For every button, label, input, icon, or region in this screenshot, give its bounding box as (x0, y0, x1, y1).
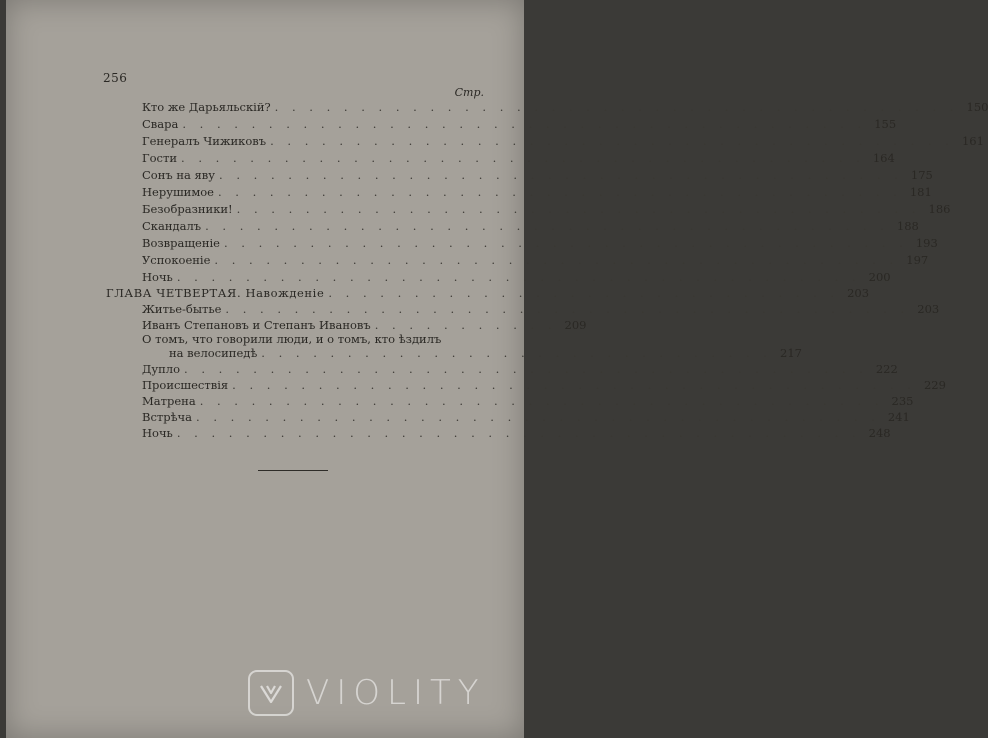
book-page (6, 0, 988, 738)
toc-entry (142, 408, 910, 424)
toc-entry (142, 234, 938, 250)
page-column-header: Стр. (454, 86, 484, 99)
toc-leader-dots: . . . . . . . . . . . . . . . . . . . . . . . . . . . . . . . . . . . . . . . . (219, 168, 903, 182)
toc-entry (142, 115, 897, 131)
toc-entry (142, 98, 988, 114)
toc-entry-page: 241 (887, 410, 910, 424)
toc-entry-title: Нерушимое (142, 185, 214, 199)
toc-entry (142, 424, 891, 440)
toc-entry (142, 300, 940, 316)
violity-logo-icon (248, 670, 294, 716)
toc-entry (142, 360, 898, 376)
toc-entry-title: Генералъ Чижиковъ (142, 134, 267, 148)
toc-chapter-heading (106, 284, 870, 300)
toc-leader-dots: . . . . . . . . . . . . . . . . . . . . . . . . . . . . . . . . . . . . . . . . (232, 378, 916, 392)
toc-entry-title: Ночь (142, 426, 173, 440)
toc-entry-page: 188 (896, 219, 919, 233)
toc-entry-title-line2: на велосипедѣ (169, 346, 258, 360)
toc-entry-page: 235 (891, 394, 914, 408)
toc-entry-title: Возвращеніе (142, 236, 220, 250)
toc-entry (142, 316, 587, 332)
toc-entry-page: 161 (961, 134, 984, 148)
toc-leader-dots: . . . . . . . . . . . . . . . . . . . . . . . . . . . . . . . . . . . . . . . . (176, 270, 861, 284)
toc-entry-page: 175 (910, 168, 933, 182)
toc-entry (142, 166, 933, 182)
watermark (248, 667, 518, 719)
toc-entry-page: 217 (780, 346, 802, 360)
toc-entry-page: 209 (564, 318, 587, 332)
toc-entry-title: Безобразники! (142, 202, 233, 216)
toc-entry-page: 164 (872, 151, 895, 165)
toc-entry-title: Происшествія (142, 378, 229, 392)
toc-entry-title: Встрѣча (142, 410, 193, 424)
toc-entry (142, 251, 929, 267)
toc-chapter-title: ГЛАВА ЧЕТВЕРТАЯ. Навожденіе (106, 286, 325, 300)
toc-entry (142, 376, 946, 392)
toc-entry (142, 217, 919, 233)
toc-leader-dots: . . . . . . . . . . . . . . . . . . . . . . . . . . . . . . . . . . . . . . . . (270, 134, 954, 148)
page-number: 256 (103, 71, 128, 85)
toc-entry-title: Скандалъ (142, 219, 202, 233)
toc-entry-page: 155 (874, 117, 897, 131)
toc-leader-dots: . . . . . . . . . . . . . . . . . . . . . . . . . . . . . . . . . . . . . . . . (199, 394, 884, 408)
toc-entry-page: 197 (906, 253, 929, 267)
toc-entry-title: Ночь (142, 270, 173, 284)
toc-entry-title: Иванъ Степановъ и Степанъ Ивановъ (142, 318, 371, 332)
toc-entry-title-line1: О томъ, что говорили люди, и о томъ, кто ѣздилъ (142, 332, 442, 346)
toc-entry-title: Кто же Дарьяльскій? (142, 100, 271, 114)
toc-leader-dots: . . . . . . . . . . . . . . . . . . . . . . . . . . . . . . . . . . . . . . . . (184, 362, 868, 376)
toc-leader-dots: . . . . . . . . . . . . . . . . . . . . . . . . . . . . . . (261, 346, 772, 360)
toc-leader-dots: . . . . . . . . . . . . . . . . . . . . . . . . . . . . . . . . . . . . . . . . (214, 253, 899, 267)
toc-entry-page: 193 (915, 236, 938, 250)
toc-leader-dots: . . . . . . . . . . . . . . . . . . . . . . . . . . . . . . . . . . . . . . . . (181, 151, 865, 165)
toc-entry (142, 149, 895, 165)
toc-entry (142, 392, 914, 408)
toc-entry-title: Сонъ на яву (142, 168, 216, 182)
toc-entry (142, 132, 984, 148)
toc-entry (142, 268, 891, 284)
toc-entry-title: Житье-бытье (142, 302, 222, 316)
toc-entry-line2 (169, 344, 802, 360)
toc-leader-dots: . . . . . . . . . . . . . . . . . . . . . . . . . . . . . . . . . . . . . . . . (225, 302, 910, 316)
toc-leader-dots: . . . . . . . . . . . . . . . . . . . . . . . . . . . . . . . . . . . . . . . . (182, 117, 867, 131)
toc-leader-dots: . . . . . . . . . . . . . . . . . . . . . . . . . . . . . . . . . . . . . . . . (274, 100, 959, 114)
toc-leader-dots: . . . . . . . . . . . . . . . . . . . . . . . . . . . . . . . . . . . . . . . . (236, 202, 921, 216)
toc-leader-dots: . . . . . . . . . . . (374, 318, 557, 332)
toc-entry-title: Матрена (142, 394, 196, 408)
toc-leader-dots: . . . . . . . . . . . . . . . . . . . . . . . . . . . . . . . . . . . . . . . . (205, 219, 889, 233)
toc-entry (142, 200, 951, 216)
toc-leader-dots: . . . . . . . . . . . . . . . . . . . . . . . . . . . . . . . . . . . . . . . . (196, 410, 880, 424)
toc-entry-page: 222 (875, 362, 898, 376)
toc-chapter-page: 203 (847, 286, 870, 300)
toc-entry-title: Гости (142, 151, 178, 165)
watermark-text: VIOLITY (306, 673, 486, 713)
toc-entry-title: Дупло (142, 362, 181, 376)
toc-entry-page: 229 (923, 378, 946, 392)
toc-entry-page: 181 (909, 185, 932, 199)
toc-leader-dots: . . . . . . . . . . . . . . . . . . . . . . . . . . . . . . . . . . . . . . . . (218, 185, 902, 199)
toc-entry-title: Свара (142, 117, 179, 131)
toc-entry-page: 248 (868, 426, 891, 440)
toc-entry-page: 200 (868, 270, 891, 284)
toc-entry-title: Успокоеніе (142, 253, 211, 267)
end-rule-divider (258, 470, 328, 471)
toc-leader-dots: . . . . . . . . . . . . . . . . . . . . . . . . . . . . . . . . . . . . . . . . (223, 236, 908, 250)
toc-entry (142, 183, 932, 199)
toc-entry-page: 203 (917, 302, 940, 316)
toc-entry-page: 186 (928, 202, 951, 216)
toc-leader-dots: . . . . . . . . . . . . . . . . . . . . . . . . . . . . . . (328, 286, 840, 300)
toc-leader-dots: . . . . . . . . . . . . . . . . . . . . . . . . . . . . . . . . . . . . . . . . (176, 426, 861, 440)
toc-entry-page: 150 (966, 100, 988, 114)
